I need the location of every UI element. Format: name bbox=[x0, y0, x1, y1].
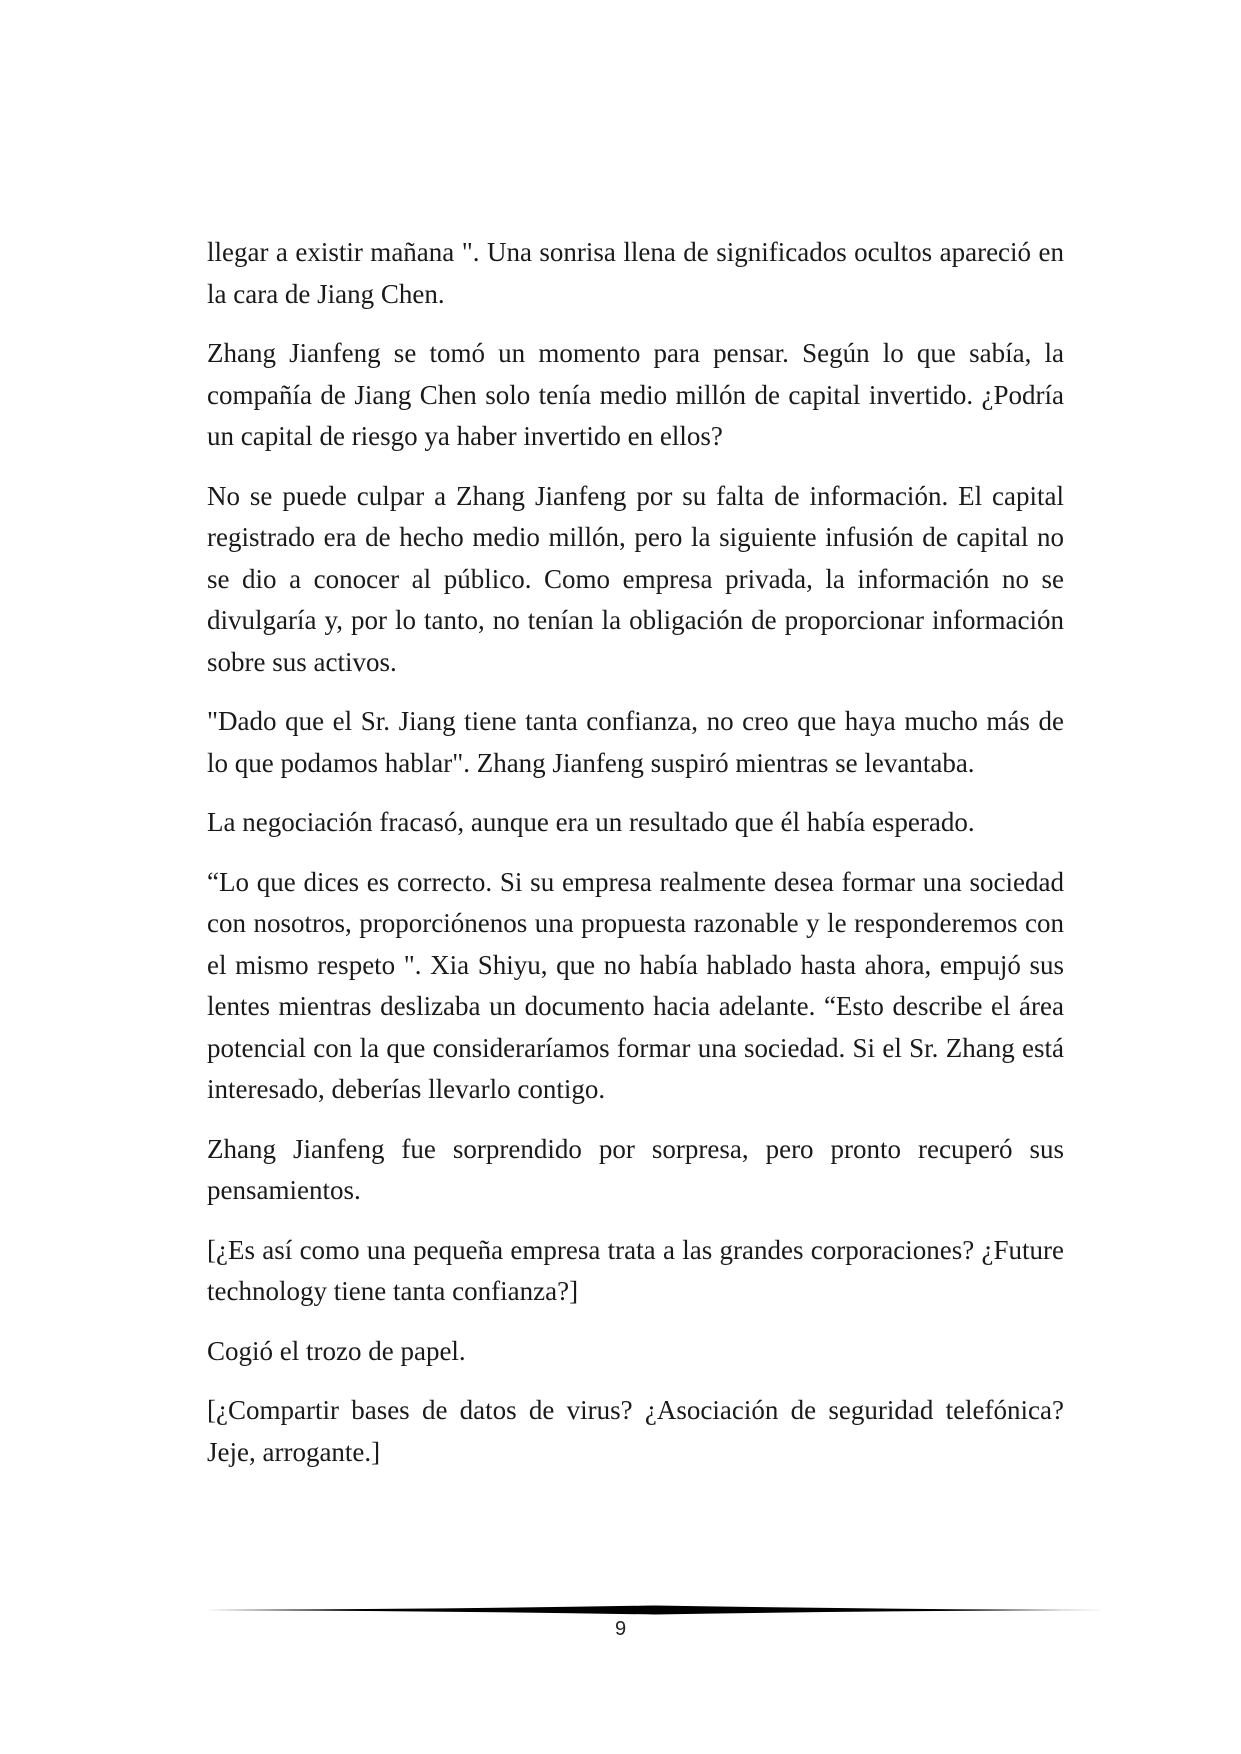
paragraph: La negociación fracasó, aunque era un resultado que él había esperado. bbox=[207, 807, 975, 837]
paragraph: llegar a existir mañana ". Una sonrisa llena de significados ocultos apareció en la cara de Jiang Chen. bbox=[207, 237, 1064, 309]
paragraph: "Dado que el Sr. Jiang tiene tanta confianza, no creo que haya mucho más de lo que podamos hablar". Zhang Jianfeng suspiró mientras se levantaba. bbox=[207, 706, 1064, 778]
paragraph: Zhang Jianfeng se tomó un momento para pensar. Según lo que sabía, la compañía de Jiang Chen solo tenía medio millón de capital invertido. ¿Podría un capital de riesgo ya haber invertido en ellos? bbox=[207, 338, 1064, 451]
paragraph: Cogió el trozo de papel. bbox=[207, 1335, 466, 1366]
paragraph: Zhang Jianfeng fue sorprendido por sorpresa, pero pronto recuperó sus pensamientos. bbox=[207, 1133, 1064, 1205]
paragraph: [¿Es así como una pequeña empresa trata a las grandes corporaciones? ¿Future technology tiene tanta confianza?] bbox=[207, 1234, 1064, 1306]
footer-divider bbox=[205, 1604, 1105, 1616]
paragraph: “Lo que dices es correcto. Si su empresa realmente desea formar una sociedad con nosotros, proporciónenos una propuesta razonable y le responderemos con el mismo respeto ". Xia Shiyu, que no había hablado hasta ahora, empujó sus lentes mientras deslizaba un documento hacia adelante. “Esto describe el área potencial con la que consideraríamos formar una sociedad. Si el Sr. Zhang está interesado, deberías llevarlo contigo. bbox=[207, 866, 1064, 1104]
page-number: 9 bbox=[614, 1618, 627, 1640]
body-text bbox=[207, 232, 1064, 1491]
paragraph: No se puede culpar a Zhang Jianfeng por su falta de información. El capital registrado era de hecho medio millón, pero la siguiente infusión de capital no se dio a conocer al público. Como empresa privada, la información no se divulgaría y, por lo tanto, no tenían la obligación de proporcionar información sobre sus activos. bbox=[207, 480, 1064, 677]
paragraph: [¿Compartir bases de datos de virus? ¿Asociación de seguridad telefónica? Jeje, arrogante.] bbox=[207, 1395, 1064, 1467]
